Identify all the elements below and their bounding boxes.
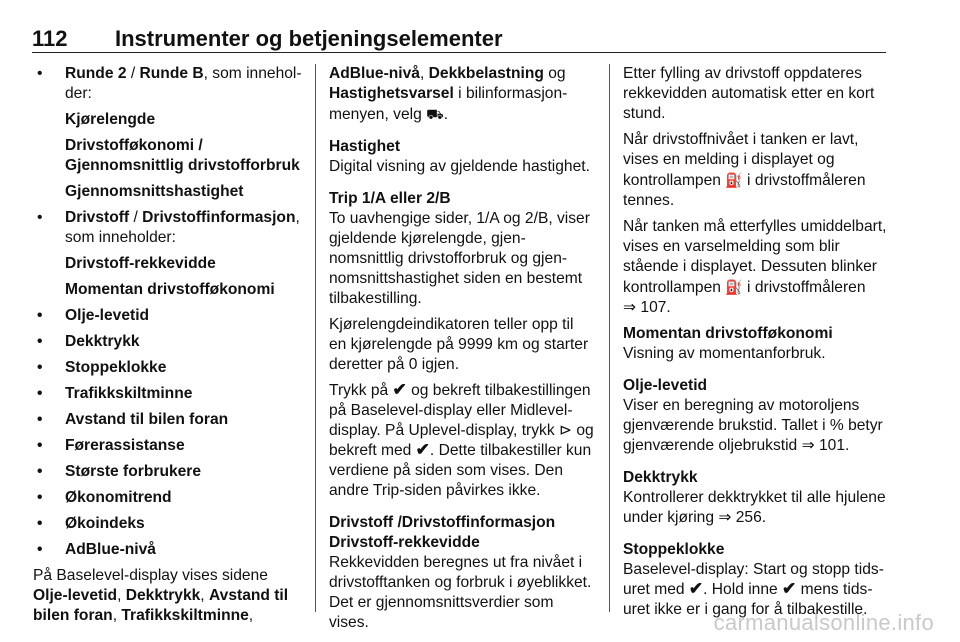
list-item: • Dekktrykk [33, 332, 303, 352]
text: Når tanken må etterfylles umiddelbart, vises en varselmelding som blir stående i displayet. Dessuten blinker kontrollampen [623, 218, 887, 296]
sub-item: Drivstoff-rekkevidde [65, 255, 216, 272]
paragraph [623, 130, 893, 211]
text: 101. [814, 437, 850, 454]
sub-item: Kjørelengde [65, 111, 156, 128]
text: og [543, 65, 566, 82]
header-rule [32, 52, 886, 53]
text: . [443, 106, 449, 123]
item-text: , som inneholder: [65, 65, 302, 102]
text: 256. [731, 509, 767, 526]
list-item: • Største forbrukere [33, 462, 303, 482]
section-heading: Olje-levetid [623, 377, 708, 394]
column-2 [329, 64, 595, 639]
separator: , [112, 607, 122, 624]
section-heading: Hastighet [329, 138, 401, 155]
fuel-icon: ⛽ [725, 279, 743, 295]
list-item [33, 208, 303, 248]
term: Trafikkskiltminne [121, 607, 249, 624]
reference-arrow-icon: ⇒ [623, 299, 637, 316]
page-title: Instrumenter og betjeningselementer [115, 26, 503, 51]
column-3 [623, 64, 893, 626]
sub-item: Gjennomsnittshastighet [65, 183, 244, 200]
page-number: 112 [32, 26, 68, 51]
text: Baselevel-display: Start og stopp tidsuret med [623, 561, 884, 598]
list-item: • Avstand til bilen foran [33, 410, 303, 430]
column-divider-1 [315, 64, 316, 612]
separator: , [248, 607, 254, 624]
paragraph: To uavhengige sider, 1/A og 2/B, viser gjeldende kjørelengde, gjennomsnittlig drivstofforbruk og gjennomsnittshastighet siden en bestemt tilbakestilling. [329, 210, 590, 307]
page-header [32, 26, 930, 52]
item-label: Drivstoff [65, 209, 130, 226]
separator: , [200, 587, 209, 604]
text: mens tidsuret ikke er i gang for å tilbakestille. [623, 581, 873, 618]
paragraph: Kjørelengdeindikatoren teller opp til en kjørelengde på 9999 km og starter deretter på 0 igjen. [329, 316, 589, 373]
check-icon: ✔ [392, 380, 407, 399]
paragraph: Digital visning av gjeldende hastighet. [329, 158, 590, 175]
column-1 [33, 64, 303, 632]
text: og bekreft tilbakestillingen på Baselevel-display eller Midlevel-display. På Uplevel-display, trykk [329, 382, 591, 439]
text: i bilinformasjonmenyen, velg [329, 85, 568, 123]
item-label: Drivstoffinformasjon [142, 209, 296, 226]
list-item: • Stoppeklokke [33, 358, 303, 378]
car-icon: ⛟ [426, 106, 444, 122]
paragraph: Visning av momentanforbruk. [623, 345, 826, 362]
term: AdBlue-nivå [329, 65, 420, 82]
term: Olje-levetid [33, 587, 118, 604]
list-item: • Olje-levetid [33, 306, 303, 326]
paragraph [623, 488, 893, 528]
text: 107. [636, 299, 671, 316]
term: Avstand til bilen foran [33, 587, 289, 624]
list-item: • Trafikkskiltminne [33, 384, 303, 404]
section-heading: Momentan drivstofføkonomi [623, 325, 833, 342]
text: i drivstoffmåleren tennes. [623, 172, 866, 209]
check-icon: ✔ [415, 440, 430, 459]
sub-item: Gjennomsnittlig drivstofforbruk [65, 157, 300, 174]
check-icon: ✔ [688, 579, 704, 598]
paragraph [623, 396, 893, 456]
item-label: Runde 2 [65, 65, 127, 82]
separator: , [419, 65, 429, 82]
section-heading: Dekktrykk [623, 469, 698, 486]
check-icon: ✔ [782, 579, 797, 598]
list-item: • Førerassistanse [33, 436, 303, 456]
item-text: , som inneholder: [65, 209, 300, 246]
column-divider-2 [609, 64, 610, 612]
paragraph [329, 64, 595, 125]
paragraph [329, 381, 595, 501]
fuel-icon: ⛽ [725, 172, 743, 188]
play-icon: ⊳ [558, 422, 573, 439]
text: i drivstoffmåleren [742, 279, 866, 296]
text: Viser en beregning av motoroljens gjenværende brukstid. Tallet i % betyr gjenværende oljebrukstid [623, 397, 883, 454]
separator: / [126, 65, 140, 82]
watermark: carmanualsonline.info [713, 610, 934, 635]
separator: , [117, 587, 126, 604]
list-item: • Økonomitrend [33, 488, 303, 508]
reference-arrow-icon: ⇒ [718, 509, 732, 526]
sub-item: Momentan drivstofføkonomi [65, 281, 275, 298]
text: Kontrollerer dekktrykket til alle hjulene under kjøring [623, 489, 886, 526]
paragraph [623, 217, 893, 318]
term: Dekktrykk [125, 587, 201, 604]
section-heading: Stoppeklokke [623, 541, 725, 558]
paragraph: Etter fylling av drivstoff oppdateres rekkevidden automatisk etter en kort stund. [623, 65, 875, 122]
section-heading: Trip 1/A eller 2/B [329, 190, 451, 207]
text: På Baselevel-display vises sidene [33, 567, 268, 584]
section-heading: Drivstoff /Drivstoffinformasjon [329, 514, 556, 531]
list-item: • AdBlue-nivå [33, 540, 303, 560]
separator: / [129, 209, 143, 226]
sub-item: Drivstofføkonomi / [65, 137, 203, 154]
text: og bekreft med [329, 422, 594, 459]
text: Når drivstoffnivået i tanken er lavt, vises en melding i displayet og kontrollampen [623, 131, 859, 189]
text: . Dette tilbakestiller kun verdiene på siden som vises. Den andre Trip-siden påvirkes ikke. [329, 442, 592, 499]
term: Dekkbelastning [428, 65, 544, 82]
term: Hastighetsvarsel [329, 85, 454, 102]
item-label: Runde B [139, 65, 204, 82]
paragraph [33, 566, 303, 626]
paragraph: Rekkevidden beregnes ut fra nivået i drivstofftanken og forbruk i øyeblikket. Det er gjennomsnittsverdier som vises. [329, 554, 592, 631]
sub-heading: Drivstoff-rekkevidde [329, 534, 480, 551]
text: . Hold inne [703, 581, 783, 598]
reference-arrow-icon: ⇒ [801, 437, 815, 454]
text: Trykk på [329, 382, 393, 399]
list-item: • Økoindeks [33, 514, 303, 534]
list-item [33, 64, 303, 104]
